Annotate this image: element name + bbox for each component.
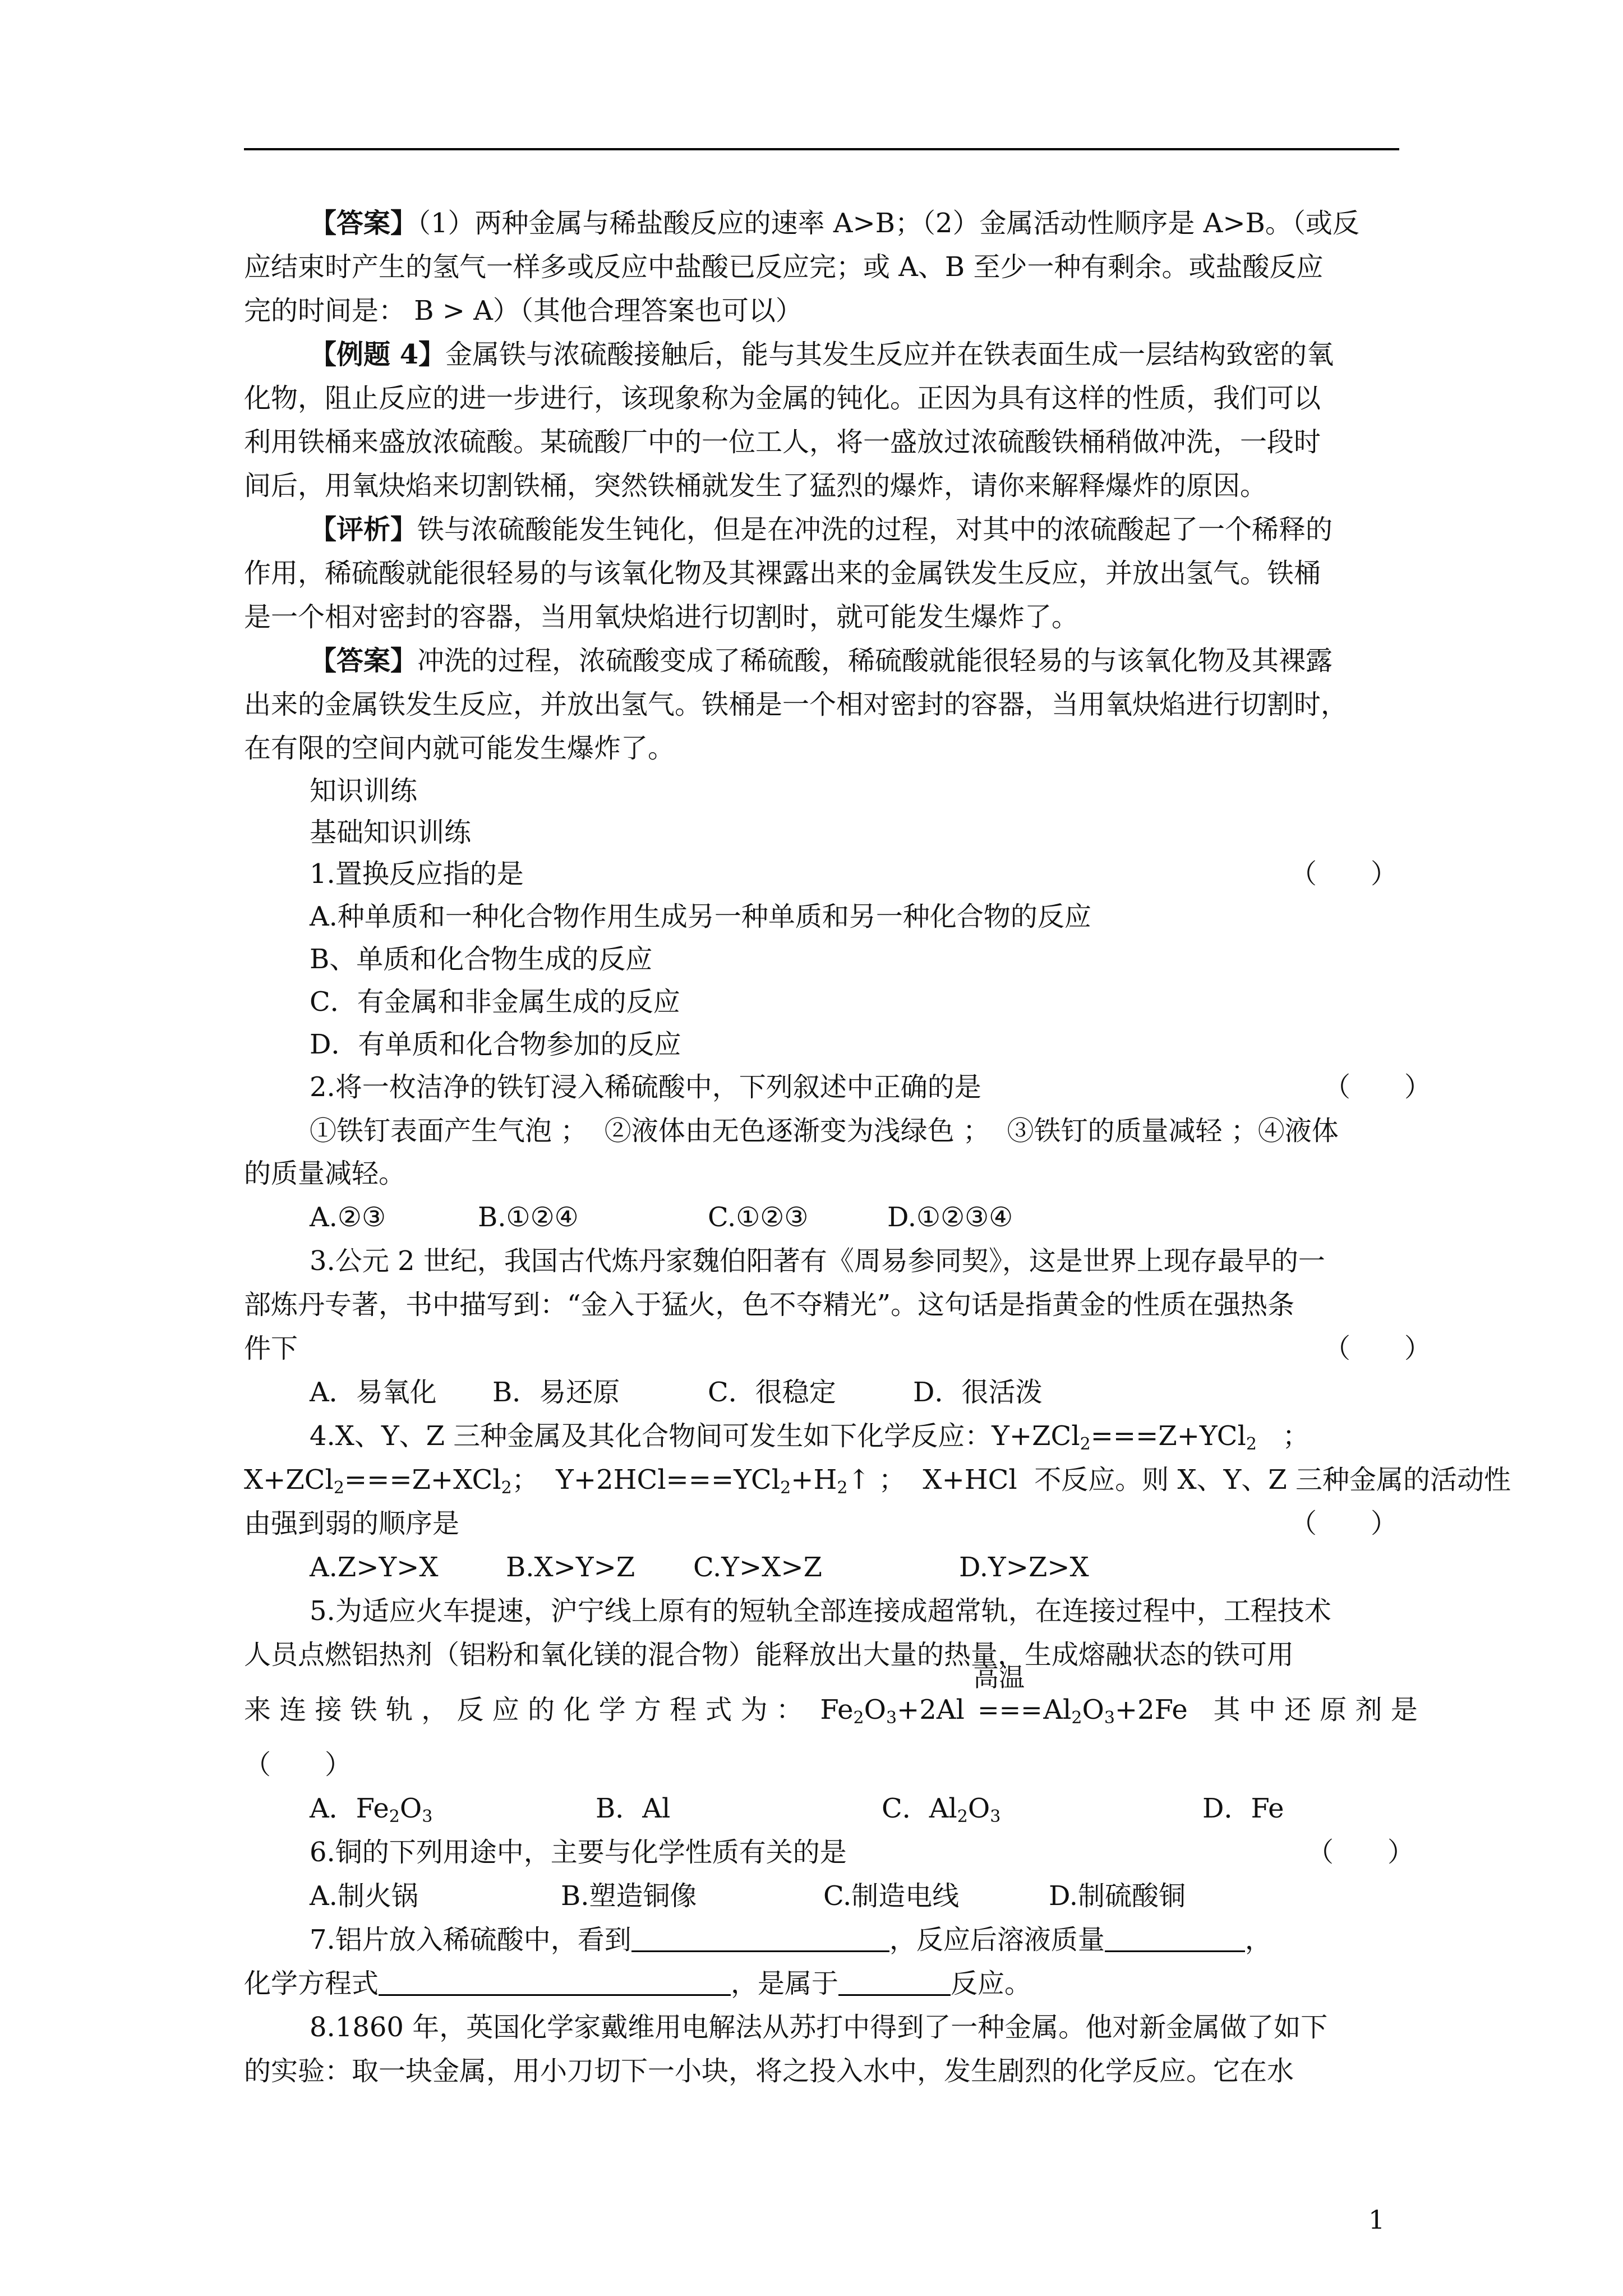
option: A.制火锅 [310,1880,418,1912]
page-number: 1 [1368,2205,1385,2235]
option: C．很稳定 [708,1377,836,1408]
subscript: 3 [886,1708,897,1728]
option: D.Y>Z>X [959,1552,1089,1583]
text: O [1082,1694,1104,1726]
text: 来 连 接 铁 轨 ， 反 应 的 化 学 方 程 式 为 ： Fe [244,1694,854,1726]
reaction-condition [973,1662,1043,1727]
option [310,1792,432,1825]
text-line: 的实验：取一块金属，用小刀切下一小块，将之投入水中，发生剧烈的化学反应。它在水 [244,2055,1294,2087]
text: 4.X、Y、Z 三种金属及其化合物间可发生如下化学反应：Y+ZCl [310,1420,1080,1452]
option: B.①②④ [478,1202,579,1233]
text-line: 出来的金属铁发生反应，并放出氢气。铁桶是一个相对密封的容器，当用氧炔焰进行切割时， [244,689,1348,720]
text: ，反应后溶液质量 [889,1924,1105,1955]
option: C.制造电线 [823,1880,960,1912]
text: ， [1244,1924,1272,1955]
text-line: 化物，阻止反应的进一步进行，该现象称为金属的钝化。正因为具有这样的性质，我们可以 [244,383,1321,414]
text: X+ZCl [244,1464,334,1496]
reaction-line [244,1463,1511,1497]
answer-tag: 【答案】 [310,645,418,677]
text: ，是属于 [731,1968,839,1999]
text-line: ①铁钉表面产生气泡 ； ②液体由无色逐渐变为浅绿色 ； ③铁钉的质量减轻 ；④液体 [310,1115,1339,1147]
text: （1）两种金属与稀盐酸反应的速率 A>B；（2）金属活动性顺序是 A>B。（或反 [417,208,1359,239]
option: A．易氧化 [310,1377,437,1408]
text: 7.铝片放入稀硫酸中，看到 [310,1924,631,1955]
option: C．有金属和非金属生成的反应 [310,986,680,1018]
answer-paragraph-1 [310,206,1359,240]
text: +H [791,1464,837,1496]
question-1-stem: 1.置换反应指的是 [310,858,524,890]
answer-bracket: （ ） [1324,1071,1432,1103]
subscript: 3 [990,1807,1001,1826]
option: C.Y>X>Z [693,1552,822,1583]
answer-blank[interactable] [838,1970,951,1996]
question-7-line-1 [310,1923,1272,1957]
option [882,1792,1000,1825]
answer-bracket: （ ） [244,1749,352,1780]
text: 金属铁与浓硫酸接触后，能与其发生反应并在铁表面生成一层结构致密的氧 [445,339,1334,370]
subscript: 2 [837,1478,848,1498]
question-8-stem: 8.1860 年，英国化学家戴维用电解法从苏打中得到了一种金属。他对新金属做了如下 [310,2012,1328,2043]
text-line: 在有限的空间内就可能发生爆炸了。 [244,733,675,764]
text: 化学方程式 [244,1968,379,1999]
subscript: 2 [333,1478,344,1498]
option: B、单质和化合物生成的反应 [310,944,653,975]
text: +2Fe 其 中 还 原 剂 是 [1114,1694,1418,1726]
subscript: 2 [780,1478,791,1498]
equation-line [244,1662,1418,1728]
analysis-tag: 【评析】 [310,514,418,545]
question-4-stem: 4.X、Y、Z 三种金属及其化合物间可发生如下化学反应：Y+ZCl$_2$===Z+YCl$_2$ ； [310,1420,1310,1454]
text: ↑ ； X+HCl 不反应。则 X、Y、Z 三种金属的活动性 [847,1464,1511,1496]
option: D．很活泼 [913,1377,1043,1408]
text: O [399,1793,422,1824]
text-line: 由强到弱的顺序是 [244,1508,460,1539]
answer-tag: 【答案】 [310,208,418,239]
text: A．Fe [310,1793,389,1824]
subscript: 2 [389,1807,400,1826]
text-line: 是一个相对密封的容器，当用氧炔焰进行切割时，就可能发生爆炸了。 [244,601,1079,633]
option: D．Fe [1202,1793,1284,1824]
option: A.②③ [310,1202,386,1233]
subscript: 2 [1246,1434,1257,1454]
answer-bracket: （ ） [1307,1837,1415,1868]
option: D.制硫酸铜 [1049,1880,1186,1912]
text: ===Z+XCl [344,1464,501,1496]
subscript: 2 [501,1478,512,1498]
text-line: 件下 [244,1333,298,1364]
text-line: 部炼丹专著，书中描写到：“金入于猛火，色不夺精光”。这句话是指黄金的性质在强热条 [244,1289,1295,1320]
text: Al [1043,1694,1072,1726]
text-line: 利用铁桶来盛放浓硫酸。某硫酸厂中的一位工人，将一盛放过浓硫酸铁桶稍做冲洗，一段时 [244,426,1321,458]
text: O [864,1694,886,1726]
answer-bracket: （ ） [1290,1508,1398,1539]
question-6-stem: 6.铜的下列用途中，主要与化学性质有关的是 [310,1837,847,1868]
section-subheading: 基础知识训练 [310,817,472,848]
example-4-paragraph [310,338,1334,371]
answer-blank[interactable] [631,1926,889,1952]
text: 反应。 [951,1968,1032,1999]
text: ； Y+2HCl===YCl [511,1464,781,1496]
subscript: 2 [1071,1708,1082,1728]
option: D．有单质和化合物参加的反应 [310,1029,681,1060]
text: O [967,1793,990,1824]
text-line: 完的时间是： B > A）（其他合理答案也可以） [244,295,803,326]
text: C．Al [882,1793,957,1824]
question-2-stem: 2.将一枚洁净的铁钉浸入稀硫酸中，下列叙述中正确的是 [310,1071,981,1103]
text: +2Al [897,1694,965,1726]
example-tag: 【例题 4】 [310,339,446,370]
question-7-line-2 [244,1967,1031,2000]
option: C.①②③ [708,1202,809,1233]
text-line: 的质量减轻。 [244,1158,406,1189]
option: B.X>Y>Z [506,1552,635,1583]
answer-paragraph-2 [310,644,1332,678]
text: ===Z+YCl [1090,1420,1246,1452]
answer-bracket: （ ） [1324,1333,1432,1364]
text: 冲洗的过程，浓硫酸变成了稀硫酸，稀硫酸就能很轻易的与该氧化物及其裸露 [417,645,1333,677]
option: D.①②③④ [887,1202,1013,1233]
subscript: 2 [853,1708,864,1728]
question-3-stem: 3.公元 2 世纪，我国古代炼丹家魏伯阳著有《周易参同契》，这是世界上现存最早的一 [310,1245,1325,1277]
answer-blank[interactable] [379,1970,731,1996]
subscript: 2 [1080,1434,1091,1454]
option: B.塑造铜像 [561,1880,697,1912]
option: B．Al [596,1793,671,1824]
condition-label: 高温 [973,1662,1025,1692]
answer-bracket: （ ） [1290,858,1398,890]
option: B．易还原 [492,1377,620,1408]
subscript: 3 [1104,1708,1115,1728]
subscript: 3 [422,1807,433,1826]
section-heading: 知识训练 [310,775,418,807]
text-line: 间后，用氧炔焰来切割铁桶，突然铁桶就发生了猛烈的爆炸，请你来解释爆炸的原因。 [244,470,1267,501]
text-line: 应结束时产生的氢气一样多或反应中盐酸已反应完；或 A、B 至少一种有剩余。或盐酸反应 [244,251,1324,283]
question-5-stem: 5.为适应火车提速，沪宁线上原有的短轨全部连接成超常轨，在连接过程中，工程技术 [310,1595,1331,1627]
equals-sign: === [978,1695,1043,1725]
option: A.种单质和一种化合物作用生成另一种单质和另一种化合物的反应 [310,901,1091,932]
text-line: 作用，稀硫酸就能很轻易的与该氧化物及其裸露出来的金属铁发生反应，并放出氢气。铁桶 [244,558,1321,589]
text: 铁与浓硫酸能发生钝化，但是在冲洗的过程，对其中的浓硫酸起了一个稀释的 [417,514,1333,545]
subscript: 2 [957,1807,968,1826]
option: A.Z>Y>X [310,1552,439,1583]
answer-blank[interactable] [1105,1926,1245,1952]
analysis-paragraph [310,513,1332,546]
text-line: 人员点燃铝热剂（铝粉和氧化镁的混合物）能释放出大量的热量，生成熔融状态的铁可用 [244,1639,1294,1671]
header-rule [244,148,1399,150]
